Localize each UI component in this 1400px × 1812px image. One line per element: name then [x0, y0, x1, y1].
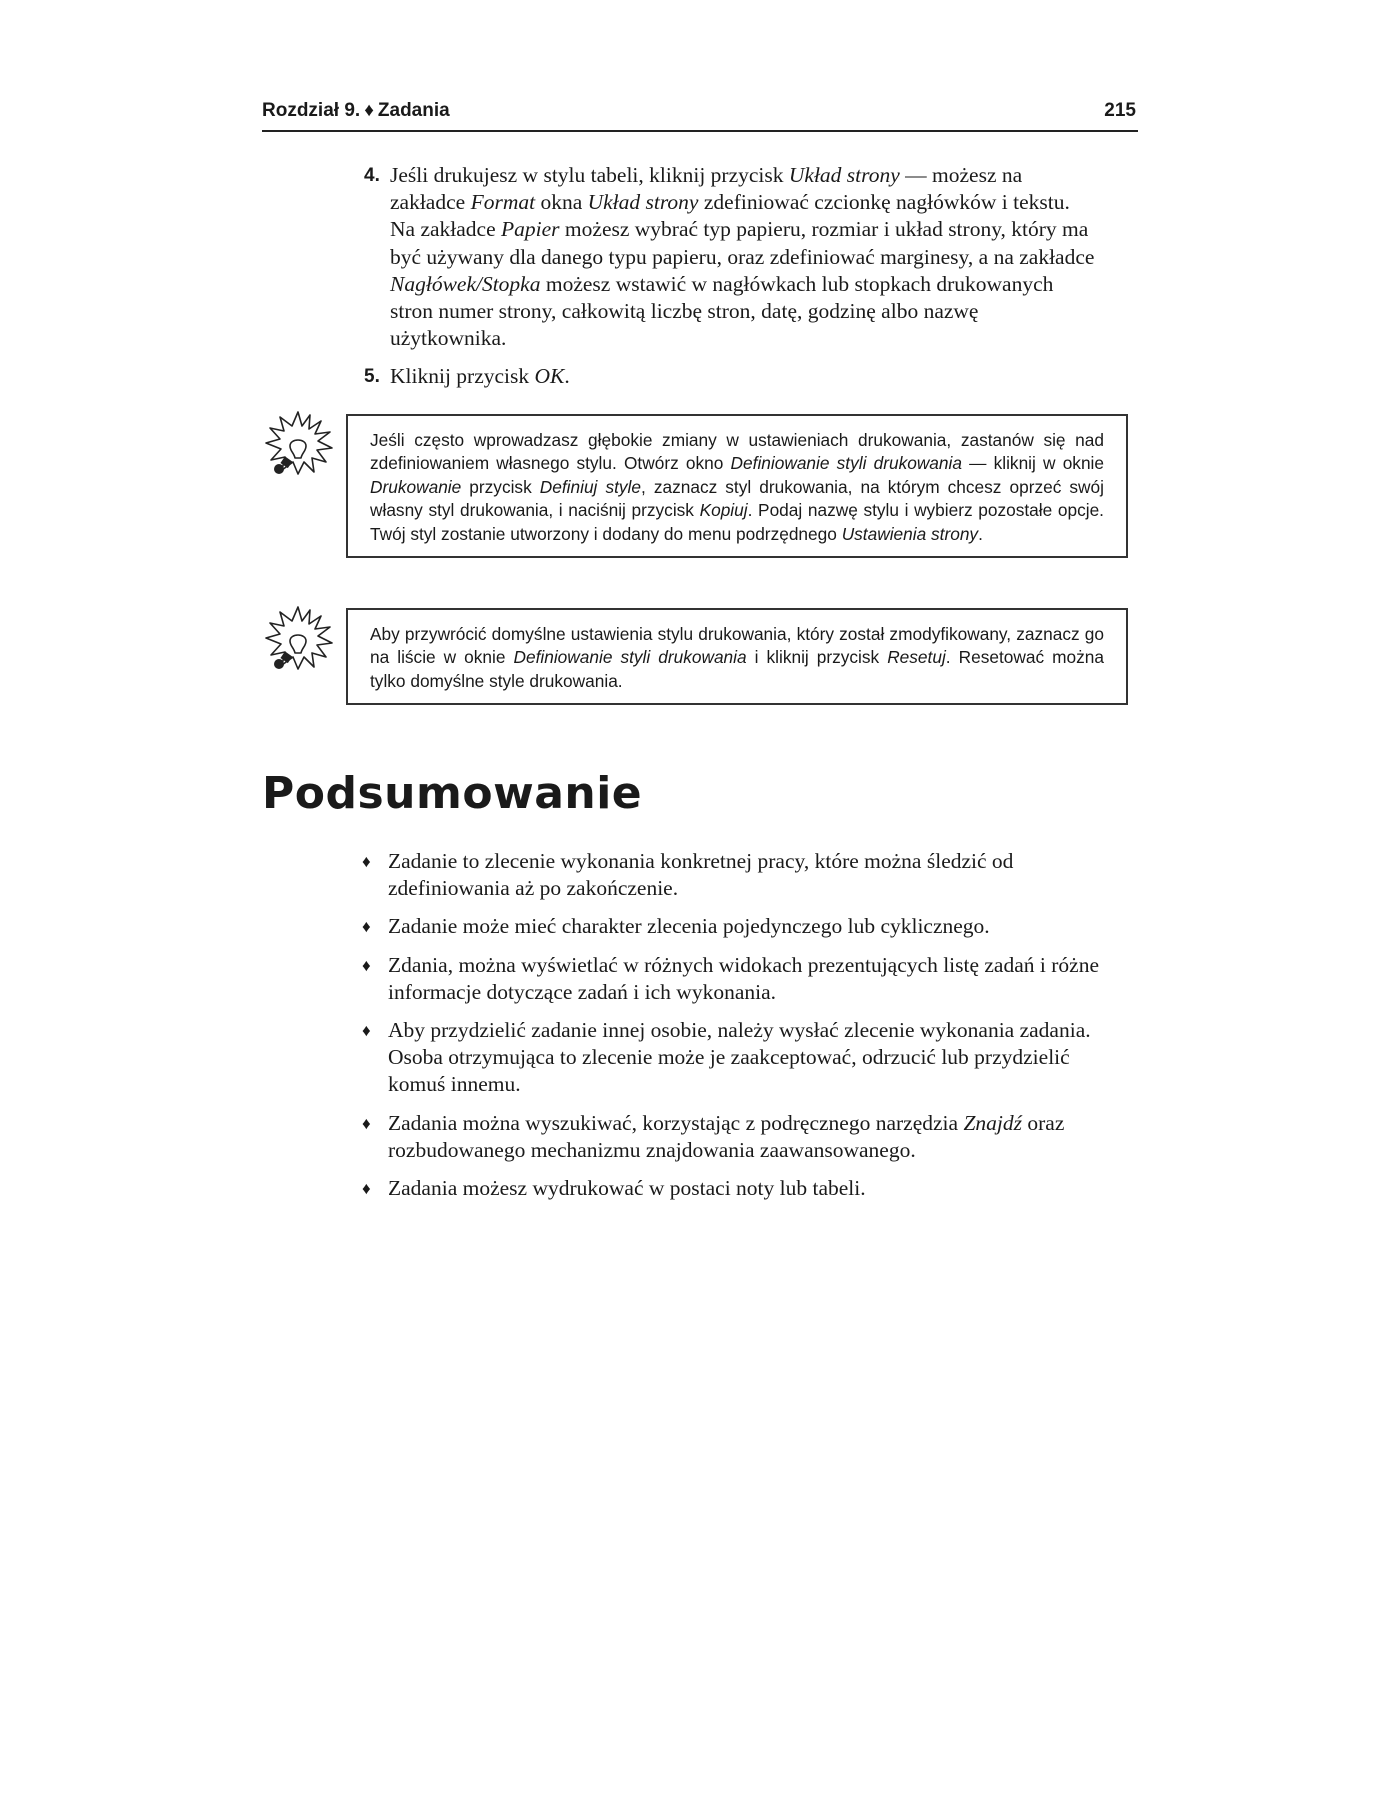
lightbulb-tip-icon — [262, 410, 334, 482]
numbered-steps — [360, 162, 1100, 402]
diamond-bullet-icon: ♦ — [362, 1021, 371, 1041]
chapter-title: Zadania — [377, 100, 450, 121]
step-number: 5. — [364, 366, 380, 388]
tip-text: Aby przywrócić domyślne ustawienia stylu drukowania, który został zmodyfikowany, zaznacz go na liście w oknie Definiowanie styli drukowania i kliknij przycisk Resetuj. Resetować można tylko domyślne style drukowania. — [370, 624, 1104, 691]
list-item: ♦ Zdania, można wyświetlać w różnych widokach prezentujących listę zadań i różne informacje dotyczące zadań i ich wykonania. — [362, 952, 1099, 1004]
section-title: Podsumowanie — [262, 768, 643, 819]
page-number: 215 — [1104, 100, 1136, 121]
tip-text: Jeśli często wprowadzasz głębokie zmiany w ustawieniach drukowania, zastanów się nad zdefiniowaniem własnego stylu. Otwórz okno Definiowanie styli drukowania — kliknij w oknie Drukowanie przycisk Definiuj style, zaznacz styl drukowania, na którym chcesz oprzeć swój własny styl drukowania, i naciśnij przycisk Kopiuj. Podaj nazwę stylu i wybierz pozostałe opcje. Twój styl zostanie utworzony i dodany do menu podrzędnego Ustawienia strony. — [370, 430, 1105, 544]
list-item: ♦ Zadanie może mieć charakter zlecenia pojedynczego lub cyklicznego. — [362, 913, 1102, 940]
running-header — [262, 98, 1138, 132]
diamond-icon: ♦ — [364, 100, 374, 121]
tip-box — [346, 414, 1128, 558]
list-item: ♦ Zadania można wyszukiwać, korzystając z podręcznego narzędzia Znajdź oraz rozbudowanego mechanizmu znajdowania zaawansowanego. — [362, 1110, 1065, 1162]
step-item: 4. Jeśli drukujesz w stylu tabeli, kliknij przycisk Układ strony — możesz na zakładce Format okna Układ strony zdefiniować czcionkę nagłówków i tekstu. Na zakładce Papier możesz wybrać typ papieru, rozmiar i układ strony, który ma być używany dla danego typu papieru, oraz zdefiniować marginesy, a na zakładce Nagłówek/Stopka możesz wstawić w nagłówkach lub stopkach drukowanych stron numer strony, całkowitą liczbę stron, datę, godzinę albo nazwę użytkownika. — [364, 163, 1095, 351]
diamond-bullet-icon: ♦ — [362, 955, 371, 975]
chapter-label: Rozdział 9. ♦ Zadania — [262, 100, 450, 121]
diamond-bullet-icon: ♦ — [362, 852, 371, 871]
list-item: ♦ Zadanie to zlecenie wykonania konkretnej pracy, które można śledzić od zdefiniowania aż po zakończenie. — [362, 849, 1014, 901]
diamond-bullet-icon: ♦ — [362, 1179, 371, 1199]
summary-list — [362, 848, 1102, 1213]
tip-box — [346, 608, 1128, 705]
step-item: 5. Kliknij przycisk OK. — [360, 363, 1100, 390]
step-number: 4. — [364, 165, 380, 186]
list-item: ♦ Aby przydzielić zadanie innej osobie, należy wysłać zlecenie wykonania zadania. Osoba otrzymująca to zlecenie może je zaakceptować, odrzucić lub przydzielić komuś innemu. — [362, 1018, 1091, 1097]
list-item: ♦ Zadania możesz wydrukować w postaci noty lub tabeli. — [362, 1175, 1102, 1202]
diamond-bullet-icon: ♦ — [362, 917, 371, 937]
diamond-bullet-icon: ♦ — [362, 1113, 371, 1133]
lightbulb-tip-icon — [262, 605, 334, 677]
